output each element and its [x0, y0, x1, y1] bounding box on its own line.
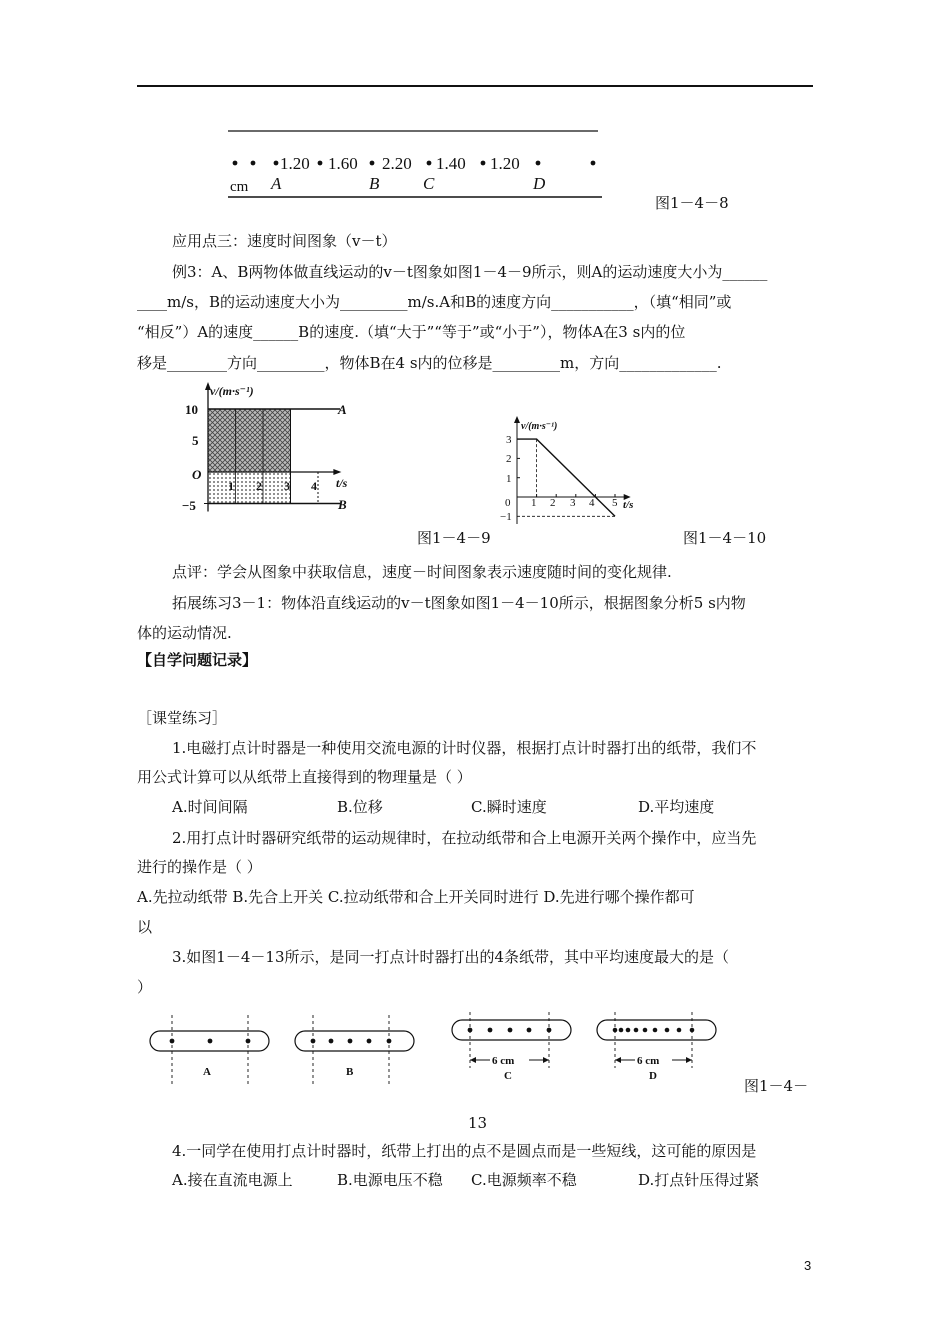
q4-option-a: A.接在直流电源上 [172, 1171, 293, 1189]
graph9-xtick-2: 2 [256, 479, 262, 493]
tape-value-2: 1.60 [328, 154, 358, 173]
graph9-ylabel: v/(m·s⁻¹) [210, 384, 254, 398]
tape-d-span: 6 cm [637, 1055, 660, 1067]
graph10-xtick-5: 5 [612, 497, 618, 509]
area-a-displacement [208, 409, 291, 472]
example3-line2: ____m/s，B的运动速度大小为_________m/s.A和B的速度方向___________，（填“相同”或 [137, 293, 732, 311]
tape-dot [251, 161, 256, 166]
tape-dot [643, 1028, 648, 1033]
tape-dot [246, 1039, 251, 1044]
q3-line2: ） [137, 978, 153, 996]
tape-dot [170, 1039, 175, 1044]
graph9-ytick-neg5: −5 [182, 498, 196, 513]
tape-dot [387, 1039, 392, 1044]
tape-dot [468, 1028, 473, 1033]
tape-dot [626, 1028, 631, 1033]
graph10-origin: 0 [505, 497, 511, 509]
graph9-ytick-5: 5 [192, 433, 199, 448]
graph10-ylabel: v/(m·s⁻¹) [521, 421, 558, 432]
graph9-series-a: A [338, 402, 347, 417]
q1-option-b: B.位移 [337, 798, 383, 816]
graph9-xtick-1: 1 [228, 479, 234, 493]
q4-option-d: D.打点针压得过紧 [638, 1171, 760, 1189]
y-axis-arrow [514, 416, 520, 423]
tape-dot [634, 1028, 639, 1033]
tape-dot [329, 1039, 334, 1044]
tape-label-c: C [423, 174, 435, 193]
tape-label-c: C [504, 1070, 512, 1082]
graph10-ytick-neg1: −1 [500, 511, 512, 523]
tape-figure-1-4-8 [220, 122, 620, 207]
tape-label-d: D [533, 174, 546, 193]
comment: 点评：学会从图象中获取信息，速度－时间图象表示速度随时间的变化规律. [172, 563, 672, 581]
extension-line1: 拓展练习3－1：物体沿直线运动的v－t图象如图1－4－10所示，根据图象分析5 s内物 [172, 594, 746, 612]
tape-dot [233, 161, 238, 166]
graph9-xtick-3: 3 [284, 479, 290, 493]
tape-dot [367, 1039, 372, 1044]
tape-dot [208, 1039, 213, 1044]
example3-line1: 例3：A、B两物体做直线运动的v－t图象如图1－4－9所示，则A的运动速度大小为______ [172, 263, 768, 281]
tape-dot [527, 1028, 532, 1033]
tape-dot [613, 1028, 618, 1033]
tape-dot [311, 1039, 316, 1044]
q3-line1: 3.如图1－4－13所示，是同一打点计时器打出的4条纸带，其中平均速度最大的是（ [172, 948, 730, 966]
tape-label-b: B [346, 1066, 354, 1078]
figure-caption-1-4-9: 图1－4－9 [417, 529, 491, 547]
q1-option-a: A.时间间隔 [172, 798, 248, 816]
practice-heading: ［课堂练习］ [137, 709, 228, 727]
tape-dot [547, 1028, 552, 1033]
graph10-xtick-1: 1 [531, 497, 537, 509]
graph10-xtick-4: 4 [589, 497, 595, 509]
example3-line4: 移是________方向_________，物体B在4 s内的位移是_________m，方向_____________. [137, 354, 722, 372]
figure-caption-1-4-13b: 13 [468, 1114, 488, 1132]
tape-dot [508, 1028, 513, 1033]
q2-line2: 进行的操作是（ ） [137, 858, 262, 876]
q1-option-c: C.瞬时速度 [471, 798, 547, 816]
graph10-xtick-2: 2 [550, 497, 556, 509]
header-rule [137, 85, 813, 87]
tape-dot [619, 1028, 624, 1033]
tape-dot [318, 161, 323, 166]
tape-dot [488, 1028, 493, 1033]
graph-1-4-10 [490, 412, 650, 527]
tape-unit: cm [230, 179, 249, 195]
q4-line1: 4.一同学在使用打点计时器时，纸带上打出的点不是圆点而是一些短线，这可能的原因是 [172, 1142, 757, 1160]
tape-dot [690, 1028, 695, 1033]
extension-line2: 体的运动情况. [137, 624, 232, 642]
graph10-xlabel: t/s [623, 499, 634, 511]
area-b-displacement [208, 472, 291, 504]
figure-caption-1-4-8: 图1－4－8 [655, 194, 729, 212]
tape-label-d: D [649, 1070, 657, 1082]
tape-dot [653, 1028, 658, 1033]
q2-options: A.先拉动纸带 B.先合上开关 C.拉动纸带和合上开关同时进行 D.先进行哪个操作都可 [137, 888, 695, 906]
tape-value-1: 1.20 [280, 154, 310, 173]
graph10-ytick-1: 1 [506, 473, 512, 485]
page-number: 3 [804, 1258, 812, 1273]
graph9-series-b: B [338, 497, 347, 512]
q1-option-d: D.平均速度 [638, 798, 715, 816]
tape-dot [591, 161, 596, 166]
graph10-xtick-3: 3 [570, 497, 576, 509]
q4-option-c: C.电源频率不稳 [471, 1171, 577, 1189]
tape-value-3: 2.20 [382, 154, 412, 173]
tape-dot [677, 1028, 682, 1033]
q4-option-b: B.电源电压不稳 [337, 1171, 443, 1189]
tape-dot [274, 161, 279, 166]
tape-c-span: 6 cm [492, 1055, 515, 1067]
example3-line3: “相反”）A的速度______B的速度.（填“大于”“等于”或“小于”），物体A在3 s内的位 [137, 323, 686, 341]
x-axis-arrow [333, 469, 341, 475]
figure-caption-1-4-10: 图1－4－10 [683, 529, 767, 547]
graph9-xtick-4: 4 [311, 479, 317, 493]
graph9-xlabel: t/s [336, 476, 348, 490]
tapes-figure-1-4-13 [140, 1010, 730, 1095]
graph10-ytick-3: 3 [506, 434, 512, 446]
tape-dot [370, 161, 375, 166]
tape-value-4: 1.40 [436, 154, 466, 173]
tape-label-a: A [271, 174, 282, 193]
q1-line1: 1.电磁打点计时器是一种使用交流电源的计时仪器，根据打点计时器打出的纸带，我们不 [172, 739, 757, 757]
tape-dot [536, 161, 541, 166]
q1-line2: 用公式计算可以从纸带上直接得到的物理量是（ ） [137, 768, 472, 786]
tape-dot [348, 1039, 353, 1044]
tape-label-b: B [369, 174, 380, 193]
q2-options-wrap: 以 [137, 918, 153, 936]
graph10-ytick-2: 2 [506, 453, 512, 465]
graph9-ytick-10: 10 [185, 402, 198, 417]
graph-1-4-9 [180, 380, 370, 520]
figure-caption-1-4-13a: 图1－4－ [744, 1077, 809, 1095]
tape-dot [481, 161, 486, 166]
self-study-heading: 【自学问题记录】 [137, 652, 258, 669]
tape-dot [665, 1028, 670, 1033]
q2-line1: 2.用打点计时器研究纸带的运动规律时，在拉动纸带和合上电源开关两个操作中，应当先 [172, 829, 757, 847]
section-heading: 应用点三：速度时间图象（v－t） [172, 232, 397, 250]
graph9-origin: O [192, 467, 202, 482]
tape-label-a: A [203, 1066, 211, 1078]
tape-value-5: 1.20 [490, 154, 520, 173]
tape-dot [427, 161, 432, 166]
